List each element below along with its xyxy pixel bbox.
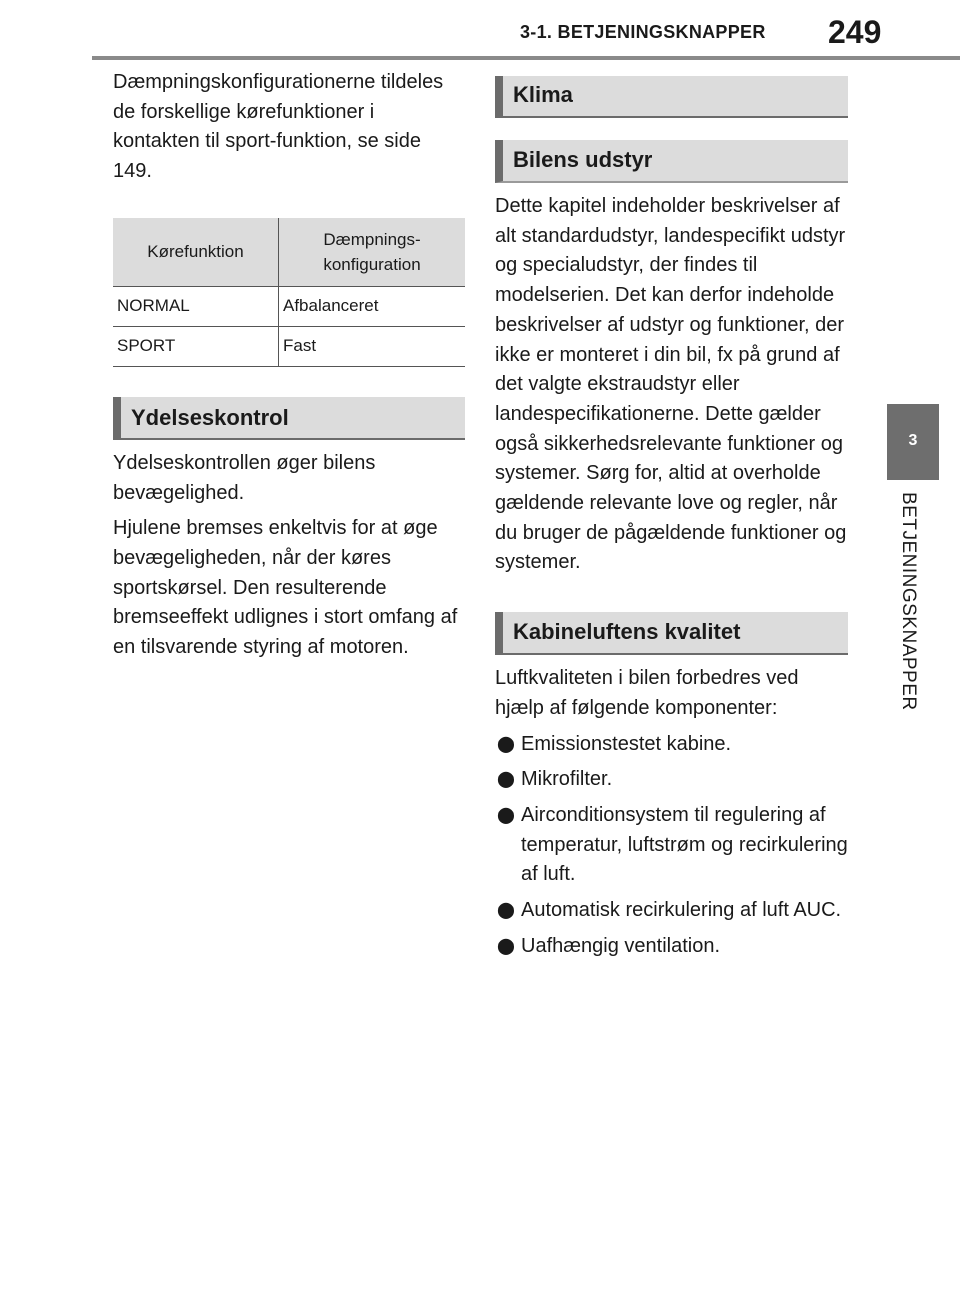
ydelse-paragraph-1: Ydelseskontrollen øger bilens bevægelighed. bbox=[113, 451, 376, 504]
list-item-text: Emissionstestet kabine. bbox=[521, 732, 732, 755]
header-section-title: 3-1. BETJENINGSKNAPPER bbox=[520, 22, 766, 42]
bullet-icon: ⬤ bbox=[497, 806, 515, 824]
kabineluft-intro-text: Luftkvaliteten i bilen forbedres ved hjælp af følgende komponenter: bbox=[495, 667, 799, 719]
table-cell: Fast bbox=[279, 326, 466, 366]
section-heading-kabineluft: Kabineluftens kvalitet bbox=[495, 612, 848, 655]
list-item bbox=[495, 896, 848, 926]
ydelse-paragraph-2: Hjulene bremses enkeltvis for at øge bevægeligheden, når der køres sportskørsel. Den resulterende bremseeffekt udlignes i stort omfang af en tilsvarende styring af motoren. bbox=[113, 517, 458, 659]
list-item bbox=[495, 730, 848, 760]
bilens-udstyr-text: Dette kapitel indeholder beskrivelser af alt standardudstyr, landespecifikt udstyr og specialudstyr, der findes til modelserien. Det kan derfor indeholde beskrivelser af udstyr og funktioner, der ikke er monteret i din bil, fx på grund af det valgte ekstraudstyr eller landespecifikationerne. Dette gælder også sikkerhedsrelevante funktioner og systemer. Sørg for, altid at overholde gældende relevante love og regler, når du bruger de pågældende funktioner og systemer. bbox=[495, 195, 847, 574]
list-item bbox=[495, 801, 848, 890]
chapter-tab: 3 bbox=[887, 404, 939, 478]
bullet-icon: ⬤ bbox=[497, 735, 515, 753]
list-item bbox=[495, 932, 848, 962]
table-header-text: Dæmpnings-konfiguration bbox=[323, 229, 421, 274]
right-column bbox=[495, 76, 848, 967]
chapter-tab-rule bbox=[887, 478, 939, 480]
table-cell: SPORT bbox=[113, 326, 279, 366]
section-heading-ydelseskontrol: Ydelseskontrol bbox=[113, 397, 465, 440]
table-row bbox=[113, 286, 465, 326]
table-row bbox=[113, 326, 465, 366]
kabineluft-component-list bbox=[495, 730, 848, 962]
table-cell: NORMAL bbox=[113, 286, 279, 326]
table-header-row bbox=[113, 218, 465, 287]
list-item-text: Mikrofilter. bbox=[521, 768, 613, 791]
bullet-icon: ⬤ bbox=[497, 902, 515, 920]
section-heading-bilens-udstyr: Bilens udstyr bbox=[495, 140, 848, 183]
bullet-icon: ⬤ bbox=[497, 937, 515, 955]
section-heading-klima: Klima bbox=[495, 76, 848, 118]
header-rule bbox=[92, 56, 960, 60]
damping-intro-text: Dæmpningskonfigurationerne tildeles de forskellige kørefunktioner i kontakten til sport-funktion, se side 149. bbox=[113, 71, 444, 183]
page-number: 249 bbox=[828, 14, 882, 50]
table-header-cell bbox=[279, 218, 466, 287]
list-item-text: Automatisk recirkulering af luft AUC. bbox=[521, 899, 842, 922]
list-item-text: Airconditionsystem til regulering af temperatur, luftstrøm og recirkulering af luft. bbox=[521, 803, 848, 886]
list-item-text: Uafhængig ventilation. bbox=[521, 934, 721, 957]
chapter-side-label: BETJENINGSKNAPPER bbox=[898, 492, 919, 711]
bullet-icon: ⬤ bbox=[497, 771, 515, 789]
damping-table bbox=[113, 218, 465, 367]
table-cell: Afbalanceret bbox=[279, 286, 466, 326]
list-item bbox=[495, 765, 848, 795]
table-header-cell: Kørefunktion bbox=[113, 218, 279, 287]
left-column bbox=[113, 68, 465, 663]
